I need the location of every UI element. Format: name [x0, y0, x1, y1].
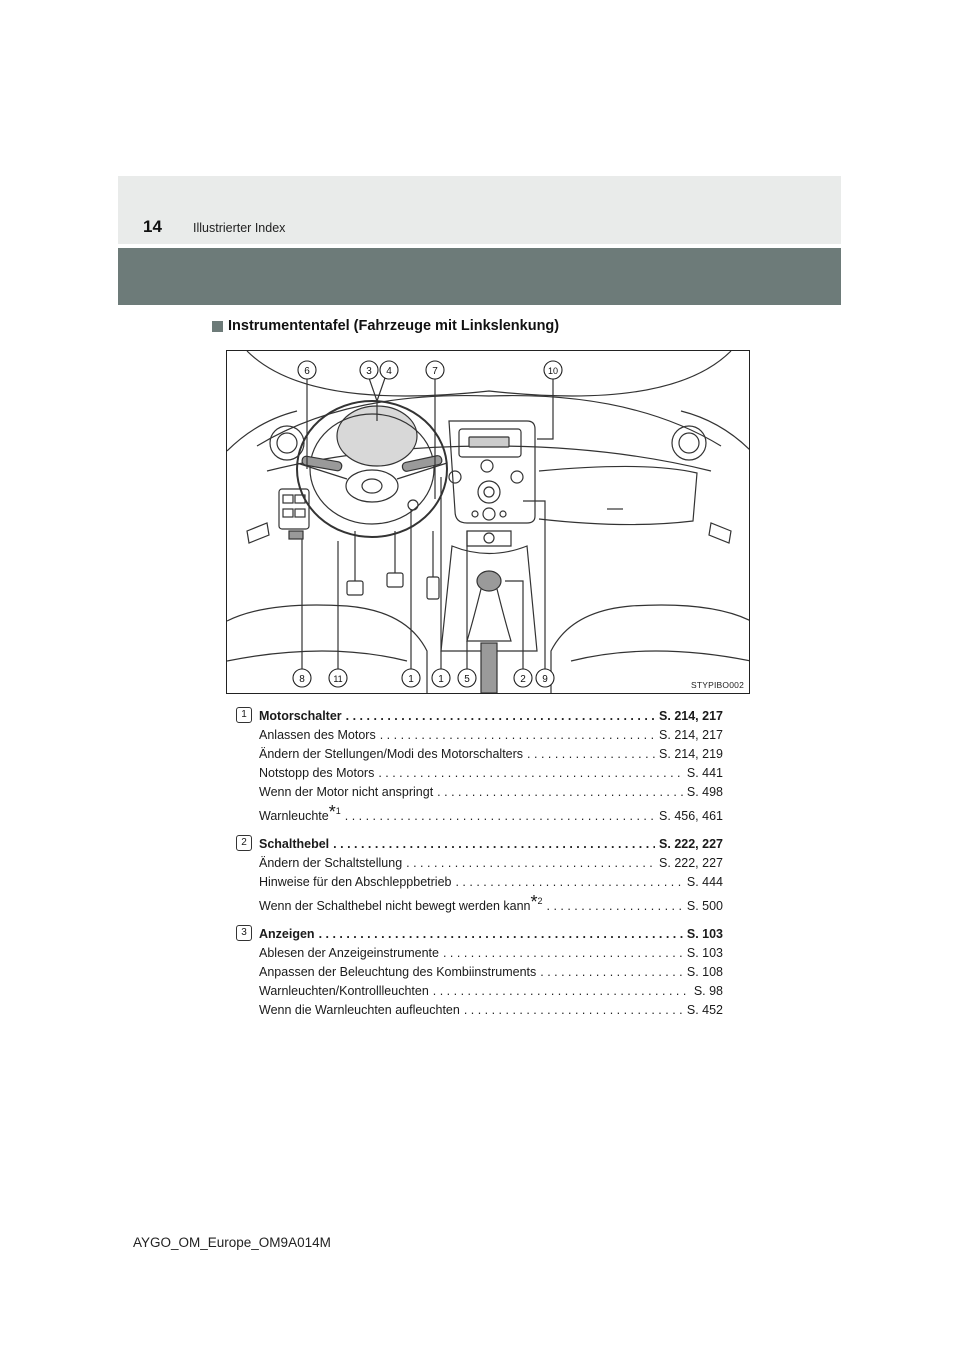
running-title: Illustrierter Index: [193, 221, 286, 235]
callout-label: 6: [304, 366, 310, 377]
callout-label: 11: [333, 674, 343, 684]
page-number: 14: [143, 217, 162, 236]
entry-title: Motorschalter: [259, 709, 342, 723]
footer-doc-id: AYGO_OM_Europe_OM9A014M: [133, 1235, 331, 1250]
index-entries: [236, 707, 723, 1029]
sub-entry-row[interactable]: [259, 892, 723, 916]
sub-entry-label: Wenn der Schalthebel nicht bewegt werden kann: [259, 899, 531, 913]
sub-entry-page: S. 214, 217: [659, 728, 723, 742]
sub-entry-label: Wenn der Motor nicht anspringt: [259, 785, 434, 799]
sub-entry-page: S. 444: [686, 875, 723, 889]
sub-entry-label: Ändern der Stellungen/Modi des Motorschalters: [259, 747, 524, 761]
sub-entry-row[interactable]: [259, 854, 723, 873]
sub-entry-page: S. 108: [686, 965, 723, 979]
callout-label: 5: [464, 674, 470, 685]
asterisk-icon: *: [328, 802, 336, 822]
sub-entry-row[interactable]: [259, 873, 723, 892]
callout-6: [298, 361, 316, 379]
entry-page: S. 103: [686, 927, 723, 941]
sub-entry-page: S. 452: [686, 1003, 723, 1017]
entry-page: S. 214, 217: [659, 709, 723, 723]
callout-8: [293, 669, 311, 687]
callout-9: [536, 669, 554, 687]
sub-entry-page: S. 222, 227: [659, 856, 723, 870]
sub-entry-page: S. 498: [686, 785, 723, 799]
entry-page: S. 222, 227: [659, 837, 723, 851]
sub-entry-page: S. 103: [686, 946, 723, 960]
callout-5: [458, 669, 476, 687]
index-entry: [236, 925, 723, 1020]
entry-number: 3: [236, 925, 252, 941]
sub-entry-page: S. 456, 461: [659, 809, 723, 823]
sub-entry-label: Ändern der Schaltstellung: [259, 856, 403, 870]
callout-10: [544, 361, 562, 379]
sub-entry-label: Ablesen der Anzeigeinstrumente: [259, 946, 439, 960]
index-entry: [236, 707, 723, 826]
sub-entry-row[interactable]: [259, 1001, 723, 1020]
entry-title-row[interactable]: [259, 707, 723, 726]
callout-3: [360, 361, 378, 379]
asterisk-icon: *: [530, 892, 538, 912]
sub-entry-page: S. 441: [686, 766, 723, 780]
footnote-ref: 1: [335, 806, 341, 816]
callout-label: 4: [386, 366, 392, 377]
sub-entry-label: Anpassen der Beleuchtung des Kombiinstruments: [259, 965, 537, 979]
figure-code: STYPIBO002: [690, 680, 744, 690]
footnote-ref: 2: [537, 896, 543, 906]
callout-label: 1: [408, 674, 414, 685]
section-title: Instrumententafel (Fahrzeuge mit Linkslenkung): [228, 318, 560, 334]
entry-title: Anzeigen: [259, 927, 315, 941]
callout-label: 3: [366, 366, 372, 377]
sub-entry-row[interactable]: [259, 944, 723, 963]
callout-1a: [402, 669, 420, 687]
sub-entry-label: Warnleuchte: [259, 809, 329, 823]
sub-entry-row[interactable]: [259, 802, 723, 826]
entry-title-row[interactable]: [259, 835, 723, 854]
sub-entry-row[interactable]: [259, 982, 723, 1001]
callout-label: 8: [299, 674, 305, 685]
callout-layer: [227, 351, 750, 694]
callout-7: [426, 361, 444, 379]
dashboard-illustration: [226, 350, 750, 694]
entry-number: 2: [236, 835, 252, 851]
index-entry: [236, 835, 723, 916]
entry-title-row[interactable]: [259, 925, 723, 944]
callout-label: 2: [520, 674, 526, 685]
sub-entry-label: Anlassen des Motors: [259, 728, 376, 742]
callout-label: 1: [438, 674, 444, 685]
sub-entry-label: Wenn die Warnleuchten aufleuchten: [259, 1003, 460, 1017]
section-square-icon: [212, 321, 223, 332]
sub-entry-page: S. 98: [693, 984, 723, 998]
section-heading: [212, 318, 559, 334]
callout-2: [514, 669, 532, 687]
sub-entry-page: S. 500: [686, 899, 723, 913]
callout-label: 9: [542, 674, 548, 685]
callout-4: [380, 361, 398, 379]
callout-label: 7: [432, 366, 438, 377]
sub-entry-page: S. 214, 219: [659, 747, 723, 761]
sub-entry-row[interactable]: [259, 783, 723, 802]
header-band-dark: [118, 248, 841, 305]
callout-label: 10: [547, 366, 559, 376]
sub-entry-row[interactable]: [259, 745, 723, 764]
sub-entry-row[interactable]: [259, 726, 723, 745]
entry-title: Schalthebel: [259, 837, 330, 851]
sub-entry-row[interactable]: [259, 963, 723, 982]
sub-entry-label: Notstopp des Motors: [259, 766, 375, 780]
sub-entry-label: Warnleuchten/Kontrollleuchten: [259, 984, 429, 998]
callout-11: [329, 669, 347, 687]
sub-entry-label: Hinweise für den Abschleppbetrieb: [259, 875, 452, 889]
entry-number: 1: [236, 707, 252, 723]
callout-1b: [432, 669, 450, 687]
sub-entry-row[interactable]: [259, 764, 723, 783]
